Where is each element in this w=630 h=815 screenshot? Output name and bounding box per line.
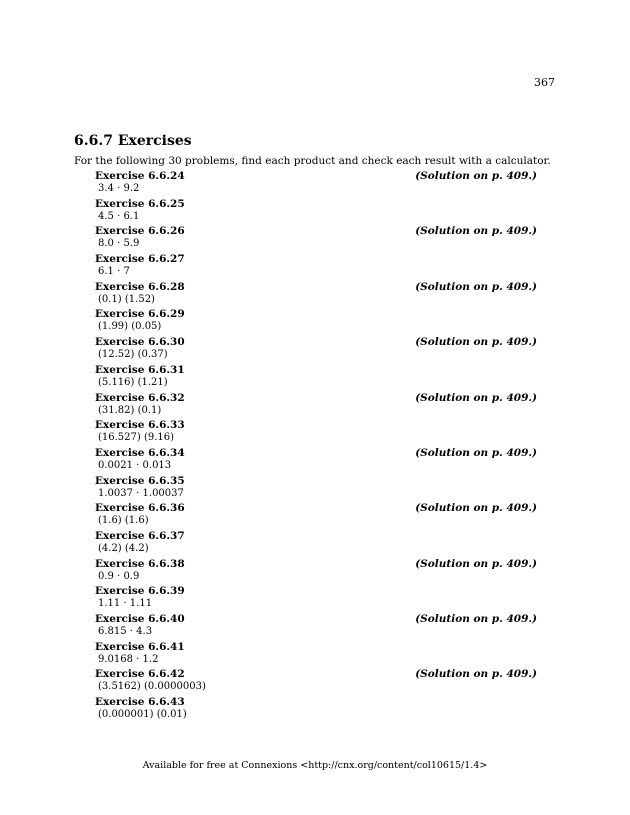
exercise-problem: 1.0037 · 1.00037: [98, 487, 184, 499]
exercise-title: Exercise 6.6.35: [95, 474, 185, 487]
exercise-title: Exercise 6.6.42: [95, 668, 185, 681]
solution-link[interactable]: (Solution on p. 409.): [415, 225, 537, 238]
exercise-title: Exercise 6.6.31: [95, 363, 185, 376]
exercise-item: [95, 668, 537, 696]
exercise-item: [95, 475, 537, 503]
exercise-item: [95, 558, 537, 586]
exercise-problem: 8.0 · 5.9: [98, 238, 140, 250]
solution-link[interactable]: (Solution on p. 409.): [415, 170, 537, 182]
exercise-problem: (1.99) (0.05): [98, 321, 162, 333]
exercise-item: [95, 308, 537, 336]
solution-link[interactable]: (Solution on p. 409.): [415, 557, 537, 570]
exercise-problem: (12.52) (0.37): [98, 349, 168, 361]
exercise-title: Exercise 6.6.33: [95, 419, 185, 432]
solution-link[interactable]: (Solution on p. 409.): [415, 391, 537, 404]
exercise-title: Exercise 6.6.37: [95, 529, 185, 542]
footer: Available for free at Connexions <http://cnx.org/content/col10615/1.4>: [142, 760, 488, 771]
exercise-problem: (3.5162) (0.0000003): [98, 681, 206, 693]
solution-link[interactable]: (Solution on p. 409.): [415, 613, 537, 625]
exercise-item: [95, 447, 537, 475]
exercise-item: [95, 641, 537, 669]
exercise-title: Exercise 6.6.34: [95, 446, 185, 459]
exercise-problem: 4.5 · 6.1: [98, 210, 140, 222]
exercise-title: Exercise 6.6.41: [95, 640, 185, 653]
exercise-item: [95, 419, 537, 447]
exercise-problem: (0.000001) (0.01): [98, 709, 187, 721]
exercise-item: [95, 364, 537, 392]
exercise-item: [95, 696, 537, 724]
exercise-title: Exercise 6.6.36: [95, 502, 185, 515]
exercise-problem: (16.527) (9.16): [98, 432, 175, 444]
exercise-title: Exercise 6.6.26: [95, 225, 185, 238]
exercise-title: Exercise 6.6.28: [95, 280, 185, 293]
exercise-problem: (1.6) (1.6): [98, 515, 149, 527]
exercise-problem: 3.4 · 9.2: [98, 183, 140, 194]
exercise-title: Exercise 6.6.38: [95, 557, 185, 570]
exercise-problem: (0.1) (1.52): [98, 293, 155, 305]
exercise-title: Exercise 6.6.39: [95, 585, 185, 598]
exercise-item: [95, 170, 537, 198]
exercise-item: [95, 225, 537, 253]
exercise-title: Exercise 6.6.43: [95, 696, 185, 709]
exercise-title: Exercise 6.6.24: [95, 170, 185, 182]
solution-link[interactable]: (Solution on p. 409.): [415, 446, 537, 459]
exercise-item: [95, 336, 537, 364]
exercise-item: [95, 613, 537, 641]
exercise-item: [95, 392, 537, 420]
exercise-title: Exercise 6.6.29: [95, 308, 185, 321]
solution-link[interactable]: (Solution on p. 409.): [415, 502, 537, 515]
exercise-title: Exercise 6.6.27: [95, 253, 185, 266]
exercise-title: Exercise 6.6.32: [95, 391, 185, 404]
exercise-problem: 9.0168 · 1.2: [98, 653, 159, 665]
exercise-item: [95, 281, 537, 309]
exercise-title: Exercise 6.6.30: [95, 336, 185, 349]
exercise-item: [95, 530, 537, 558]
exercise-item: [95, 253, 537, 281]
exercise-item: [95, 502, 537, 530]
page-number: 367: [534, 76, 555, 89]
exercise-problem: 0.9 · 0.9: [98, 570, 140, 582]
exercise-problem: 1.11 · 1.11: [98, 598, 153, 610]
exercise-problem: 6.1 · 7: [98, 266, 130, 278]
exercise-item: [95, 198, 537, 226]
exercise-title: Exercise 6.6.40: [95, 613, 185, 625]
section-title: 6.6.7 Exercises: [74, 133, 192, 149]
solution-link[interactable]: (Solution on p. 409.): [415, 668, 537, 681]
exercise-item: [95, 585, 537, 613]
solution-link[interactable]: (Solution on p. 409.): [415, 280, 537, 293]
exercise-problem: 6.815 · 4.3: [98, 626, 153, 637]
exercise-problem: (4.2) (4.2): [98, 542, 149, 554]
intro-text: For the following 30 problems, find each product and check each result with a calculator.: [74, 155, 551, 167]
exercise-list: [95, 170, 537, 724]
exercise-title: Exercise 6.6.25: [95, 197, 185, 210]
solution-link[interactable]: (Solution on p. 409.): [415, 336, 537, 349]
exercise-problem: (5.116) (1.21): [98, 376, 168, 388]
exercise-problem: 0.0021 · 0.013: [98, 459, 172, 471]
exercise-problem: (31.82) (0.1): [98, 404, 162, 416]
